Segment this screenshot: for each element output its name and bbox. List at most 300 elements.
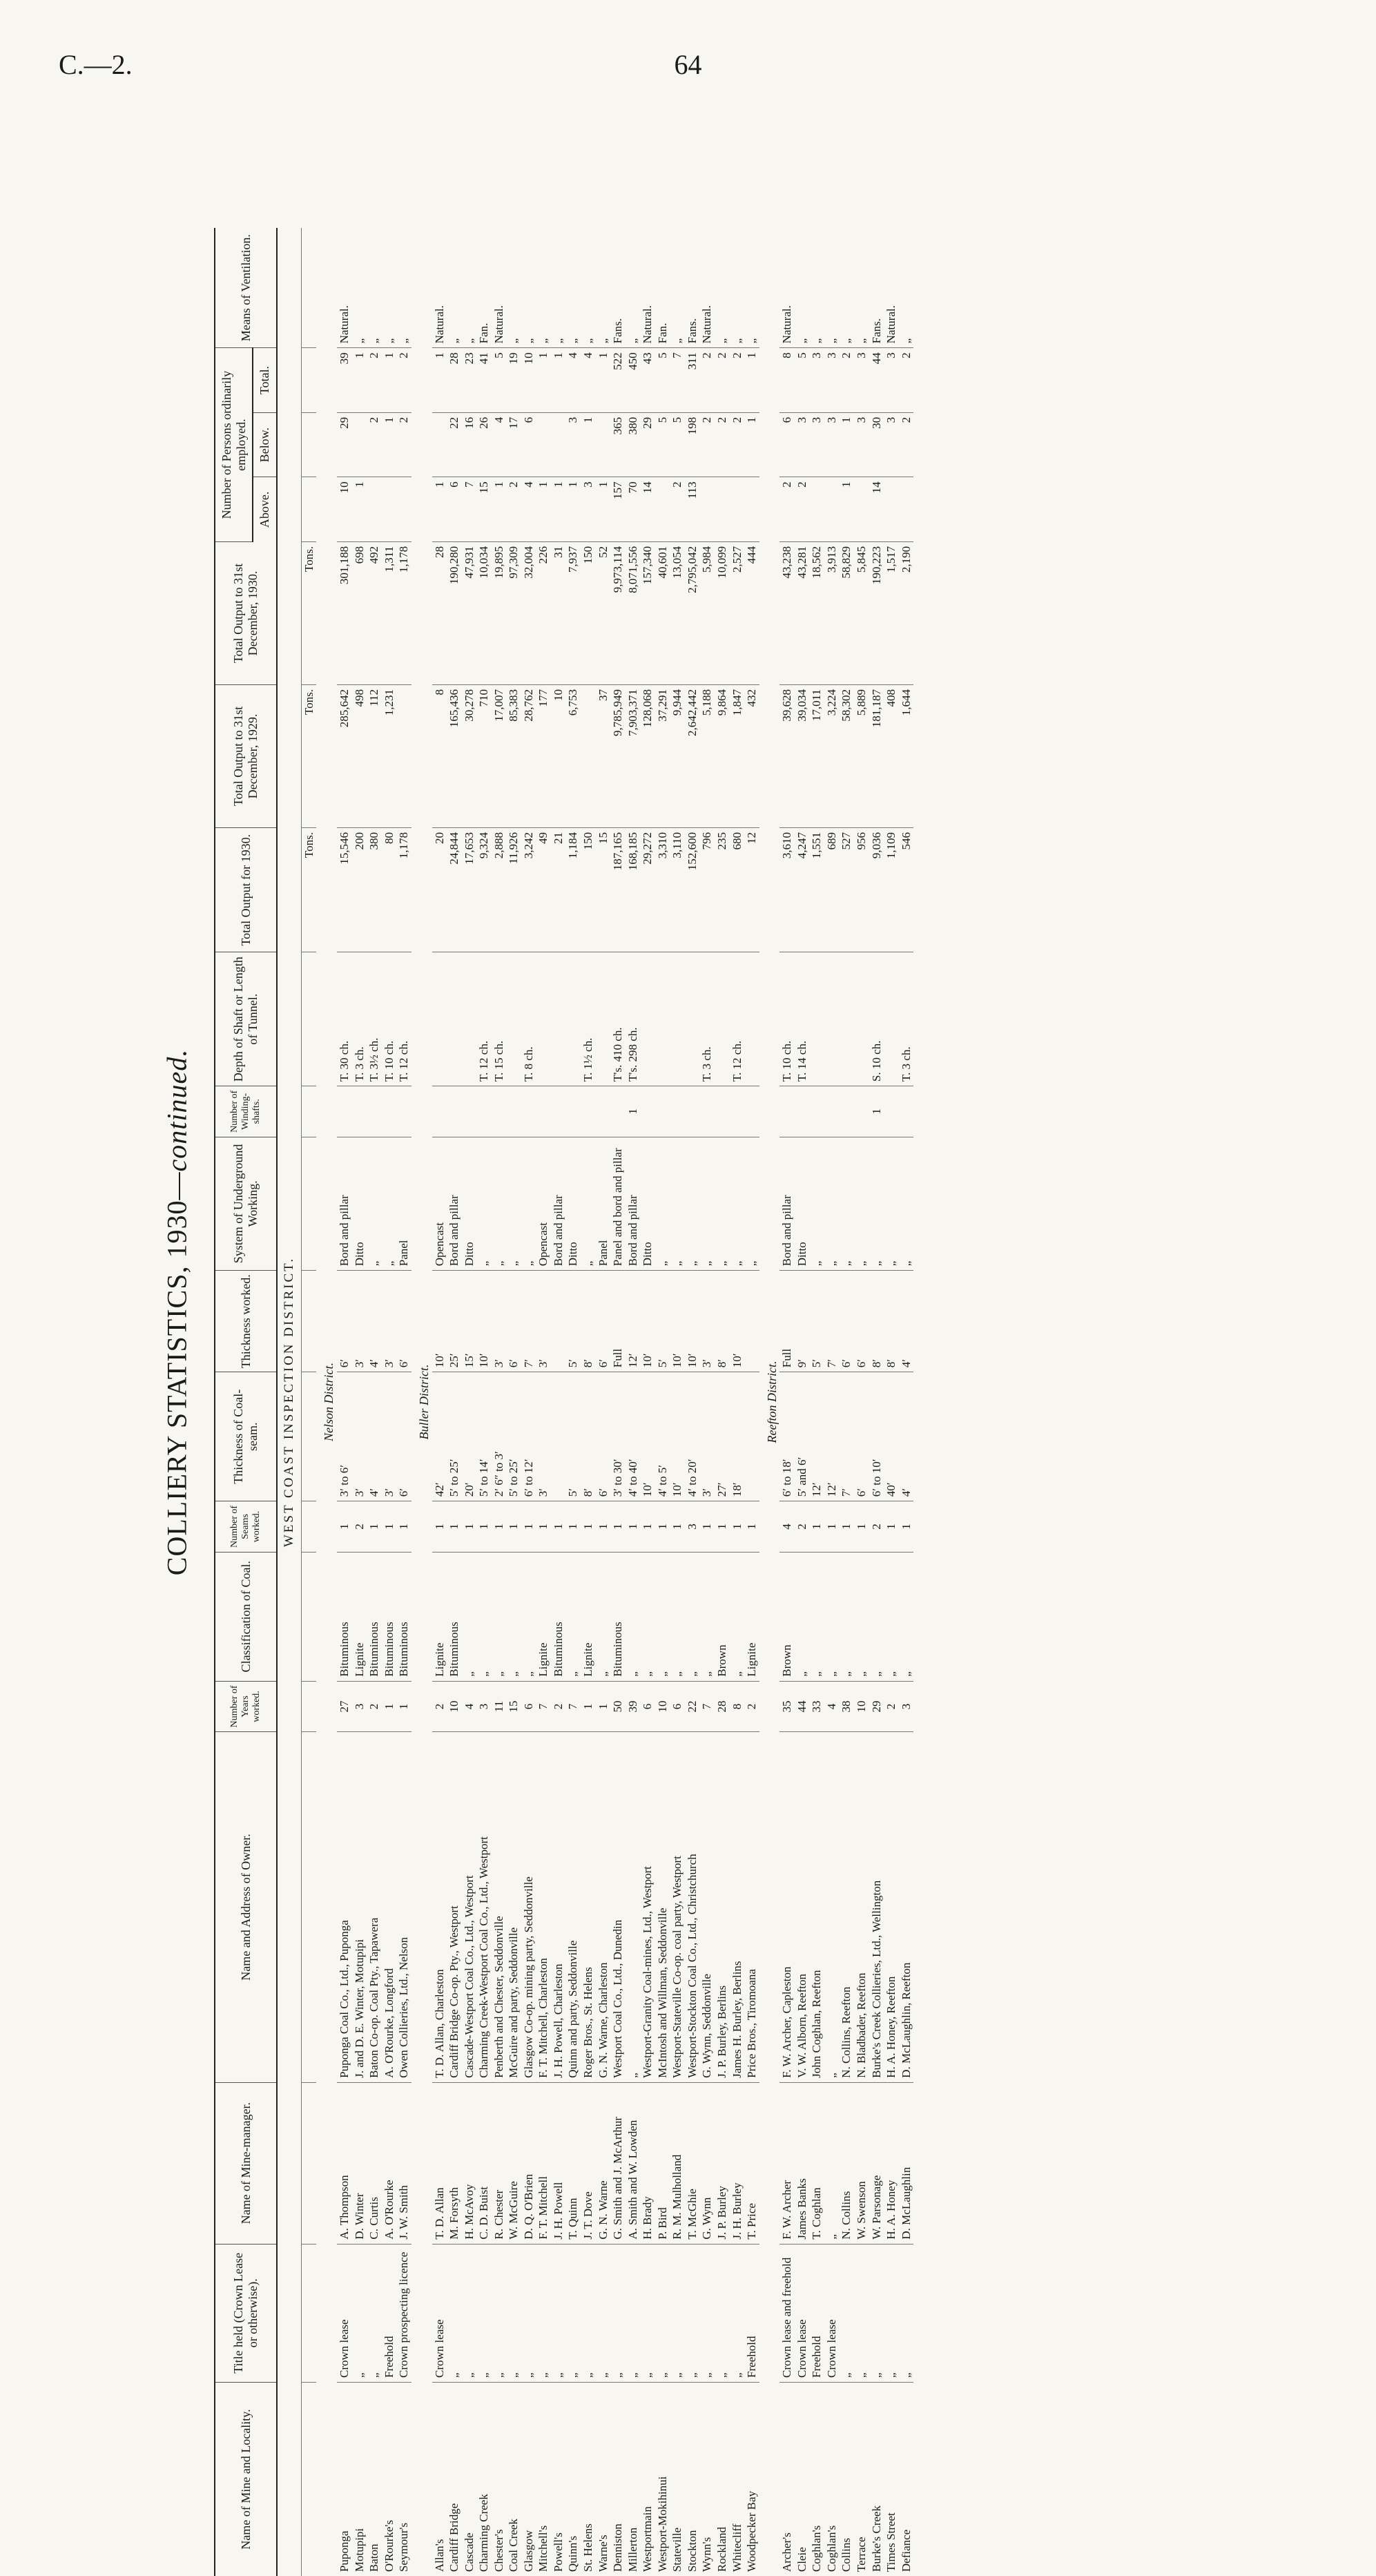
cell-mine: Westport-Mokihinui: [655, 2476, 669, 2572]
table-row: [795, 228, 810, 2576]
cell-o1929: 39,034: [795, 684, 810, 827]
table-row: [730, 228, 745, 2576]
col-total: Total.: [253, 348, 277, 413]
cell-o1929: 128,068: [640, 684, 655, 827]
cell-title: „: [730, 2244, 745, 2382]
cell-cls: „: [730, 1552, 745, 1681]
cell-manager: D. Winter: [352, 2082, 367, 2244]
cell-tw: Full: [610, 1271, 626, 1372]
cell-title: Crown lease: [824, 2244, 840, 2382]
cell-seams: 1: [337, 1501, 352, 1552]
cell-sys: „: [581, 1137, 596, 1271]
cell-cls: „: [824, 1552, 840, 1681]
cell-below: 1: [744, 412, 759, 477]
cell-below: 26: [476, 412, 492, 477]
cell-total: 44: [869, 348, 884, 413]
cell-manager: G. N. Warne: [596, 2082, 611, 2244]
cell-tw: 10′: [730, 1271, 745, 1372]
cell-oto: 157,340: [640, 541, 655, 684]
cell-years: 2: [884, 1681, 899, 1731]
cell-cls: „: [640, 1552, 655, 1681]
table-row: [854, 228, 869, 2576]
cell-oto: 19,895: [492, 541, 507, 684]
cell-above: 4: [521, 477, 536, 542]
cell-wind: [596, 1086, 611, 1137]
cell-seams: 1: [715, 1501, 730, 1552]
cell-wind: [685, 1086, 700, 1137]
cell-years: 38: [839, 1681, 854, 1731]
cell-manager: F. T. Mitchell: [536, 2082, 551, 2244]
cell-o1930: 80: [382, 828, 397, 952]
cell-wind: [565, 1086, 581, 1137]
table-body: [277, 228, 913, 2576]
cell-above: 2: [506, 477, 521, 542]
cell-sys: „: [685, 1137, 700, 1271]
cell-mine: Chester's: [492, 2529, 505, 2572]
cell-o1930: 235: [715, 828, 730, 952]
table-row: [610, 228, 626, 2576]
cell-o1929: [581, 684, 596, 827]
cell-below: 198: [685, 412, 700, 477]
cell-vent: Natural.: [337, 228, 352, 348]
cell-tw: [744, 1271, 759, 1372]
cell-manager: D. McLaughlin: [899, 2082, 914, 2244]
cell-ts: 6′ to 18′: [779, 1372, 795, 1501]
cell-manager: „: [824, 2082, 840, 2244]
cell-above: [730, 477, 745, 542]
cell-wind: [432, 1086, 447, 1137]
cell-sys: Opencast: [536, 1137, 551, 1271]
table-row: [779, 228, 795, 2576]
cell-seams: 1: [396, 1501, 411, 1552]
cell-seams: 3: [685, 1501, 700, 1552]
cell-sys: „: [824, 1137, 840, 1271]
cell-o1929: 9,864: [715, 684, 730, 827]
cell-depth: T. 12 ch.: [396, 952, 411, 1086]
table-row: [367, 228, 382, 2576]
cell-total: 2: [730, 348, 745, 413]
cell-ts: 18′: [730, 1372, 745, 1501]
cell-below: 6: [779, 412, 795, 477]
cell-depth: [462, 952, 477, 1086]
col-winding: Number of Winding-shafts.: [215, 1086, 277, 1137]
cell-above: 1: [492, 477, 507, 542]
district-heading: [411, 228, 432, 2576]
cell-owner: Baton Co-op. Coal Pty., Tapawera: [367, 1732, 382, 2083]
cell-vent: Fans.: [610, 228, 626, 348]
cell-sys: „: [506, 1137, 521, 1271]
cell-o1930: 2,888: [492, 828, 507, 952]
cell-sys: Bord and pillar: [447, 1137, 462, 1271]
cell-wind: [839, 1086, 854, 1137]
cell-depth: T. 12 ch.: [730, 952, 745, 1086]
cell-cls: Lignite: [581, 1552, 596, 1681]
cell-seams: 1: [521, 1501, 536, 1552]
table-row: [476, 228, 492, 2576]
cell-vent: „: [809, 228, 824, 348]
cell-sys: „: [884, 1137, 899, 1271]
cell-below: [352, 412, 367, 477]
col-thickness-seam: Thickness of Coal-seam.: [215, 1372, 277, 1501]
cell-cls: „: [809, 1552, 824, 1681]
cell-wind: [521, 1086, 536, 1137]
cell-cls: „: [596, 1552, 611, 1681]
table-row: [551, 228, 566, 2576]
cell-title: „: [352, 2244, 367, 2382]
cell-below: 3: [824, 412, 840, 477]
cell-seams: 4: [779, 1501, 795, 1552]
units-to-1930: Tons.: [301, 541, 316, 684]
cell-ts: 4′: [367, 1372, 382, 1501]
cell-manager: J. H. Burley: [730, 2082, 745, 2244]
cell-total: 28: [447, 348, 462, 413]
cell-below: 29: [640, 412, 655, 477]
cell-wind: [655, 1086, 670, 1137]
district-name: Reefton District.: [764, 1361, 779, 1443]
cell-owner: H. A. Honey, Reefton: [884, 1732, 899, 2083]
cell-years: 11: [492, 1681, 507, 1731]
cell-total: 3: [824, 348, 840, 413]
cell-years: 8: [730, 1681, 745, 1731]
cell-years: 2: [744, 1681, 759, 1731]
cell-depth: T. 1½ ch.: [581, 952, 596, 1086]
cell-manager: N. Collins: [839, 2082, 854, 2244]
cell-mine: Cardiff Bridge: [447, 2503, 461, 2572]
cell-above: [699, 477, 715, 542]
cell-tw: 4′: [367, 1271, 382, 1372]
cell-depth: [551, 952, 566, 1086]
cell-oto: 190,223: [869, 541, 884, 684]
cell-cls: „: [869, 1552, 884, 1681]
cell-o1929: 17,011: [809, 684, 824, 827]
cell-owner: F. W. Archer, Capleston: [779, 1732, 795, 2083]
cell-title: „: [899, 2244, 914, 2382]
cell-years: 28: [715, 1681, 730, 1731]
cell-o1930: 1,551: [809, 828, 824, 952]
cell-owner: Burke's Creek Collieries, Ltd., Wellington: [869, 1732, 884, 2083]
cell-owner: Westport-Stockton Coal Co., Ltd., Christchurch: [685, 1732, 700, 2083]
cell-manager: J. H. Powell: [551, 2082, 566, 2244]
cell-o1930: 380: [367, 828, 382, 952]
cell-title: „: [492, 2244, 507, 2382]
cell-oto: 698: [352, 541, 367, 684]
cell-o1929: 1,231: [382, 684, 397, 827]
cell-cls: Bituminous: [610, 1552, 626, 1681]
cell-manager: C. D. Buist: [476, 2082, 492, 2244]
cell-o1930: 49: [536, 828, 551, 952]
cell-cls: „: [699, 1552, 715, 1681]
cell-title: „: [565, 2244, 581, 2382]
cell-o1929: 1,847: [730, 684, 745, 827]
cell-oto: 9,973,114: [610, 541, 626, 684]
cell-ts: 10′: [670, 1372, 685, 1501]
cell-oto: 31: [551, 541, 566, 684]
cell-tw: Full: [779, 1271, 795, 1372]
cell-cls: „: [492, 1552, 507, 1681]
cell-vent: „: [462, 228, 477, 348]
col-depth: Depth of Shaft or Length of Tunnel.: [215, 952, 277, 1086]
cell-sys: Ditto: [565, 1137, 581, 1271]
cell-owner: „: [626, 1732, 641, 2083]
cell-sys: „: [730, 1137, 745, 1271]
cell-title: Crown lease: [337, 2244, 352, 2382]
cell-total: 3: [884, 348, 899, 413]
cell-below: 16: [462, 412, 477, 477]
cell-cls: „: [476, 1552, 492, 1681]
cell-seams: 1: [610, 1501, 626, 1552]
page-number: 64: [674, 49, 702, 80]
cell-title: „: [476, 2244, 492, 2382]
cell-manager: T. McGhie: [685, 2082, 700, 2244]
cell-tw: 15′: [462, 1271, 477, 1372]
cell-total: 1: [352, 348, 367, 413]
cell-oto: 3,913: [824, 541, 840, 684]
cell-vent: „: [824, 228, 840, 348]
cell-ts: 3′: [536, 1372, 551, 1501]
cell-wind: [610, 1086, 626, 1137]
inspection-district-banner: WEST COAST INSPECTION DISTRICT.: [277, 228, 301, 2576]
cell-owner: Westport-Stateville Co-op. coal party, Westport: [670, 1732, 685, 2083]
cell-above: 1: [596, 477, 611, 542]
cell-o1929: 5,188: [699, 684, 715, 827]
cell-total: 2: [899, 348, 914, 413]
cell-above: 14: [869, 477, 884, 542]
cell-mine: Coghlan's: [810, 2525, 824, 2572]
cell-above: 7: [462, 477, 477, 542]
cell-wind: [640, 1086, 655, 1137]
cell-seams: 1: [730, 1501, 745, 1552]
cell-vent: „: [536, 228, 551, 348]
cell-o1929: 9,785,949: [610, 684, 626, 827]
cell-seams: 1: [581, 1501, 596, 1552]
cell-title: „: [715, 2244, 730, 2382]
cell-ts: 8′: [581, 1372, 596, 1501]
cell-tw: 10′: [640, 1271, 655, 1372]
cell-wind: [854, 1086, 869, 1137]
cell-sys: „: [382, 1137, 397, 1271]
cell-years: 2: [551, 1681, 566, 1731]
cell-sys: „: [699, 1137, 715, 1271]
cell-above: 1: [551, 477, 566, 542]
cell-seams: 1: [432, 1501, 447, 1552]
cell-cls: Brown: [715, 1552, 730, 1681]
cell-seams: 2: [352, 1501, 367, 1552]
cell-above: [382, 477, 397, 542]
cell-wind: [382, 1086, 397, 1137]
cell-years: 1: [396, 1681, 411, 1731]
cell-below: [432, 412, 447, 477]
cell-years: 4: [462, 1681, 477, 1731]
cell-depth: T. 12 ch.: [476, 952, 492, 1086]
cell-cls: Lignite: [744, 1552, 759, 1681]
cell-total: 5: [795, 348, 810, 413]
cell-owner: John Coghlan, Reefton: [809, 1732, 824, 2083]
cell-vent: „: [506, 228, 521, 348]
cell-depth: [432, 952, 447, 1086]
cell-vent: „: [626, 228, 641, 348]
cell-vent: „: [744, 228, 759, 348]
cell-vent: „: [899, 228, 914, 348]
cell-total: 4: [581, 348, 596, 413]
table-row: [884, 228, 899, 2576]
table-row: [536, 228, 551, 2576]
cell-ts: 6′ to 10′: [869, 1372, 884, 1501]
cell-ts: 5′ to 14′: [476, 1372, 492, 1501]
district-heading: [759, 228, 780, 2576]
cell-sys: Ditto: [640, 1137, 655, 1271]
cell-oto: 2,190: [899, 541, 914, 684]
cell-manager: A. O'Rourke: [382, 2082, 397, 2244]
cell-depth: T. 3 ch.: [352, 952, 367, 1086]
col-system: System of Underground Working.: [215, 1137, 277, 1271]
table-row: [640, 228, 655, 2576]
cell-o1930: 24,844: [447, 828, 462, 952]
cell-below: 30: [869, 412, 884, 477]
cell-oto: 40,601: [655, 541, 670, 684]
cell-vent: „: [352, 228, 367, 348]
cell-o1930: 689: [824, 828, 840, 952]
cell-oto: 43,281: [795, 541, 810, 684]
cell-vent: „: [581, 228, 596, 348]
cell-oto: 2,795,042: [685, 541, 700, 684]
cell-o1930: 3,610: [779, 828, 795, 952]
cell-mine: Warne's: [596, 2535, 610, 2572]
cell-tw: 8′: [884, 1271, 899, 1372]
cell-o1930: 20: [432, 828, 447, 952]
cell-below: 380: [626, 412, 641, 477]
cell-o1929: 5,889: [854, 684, 869, 827]
cell-oto: 43,238: [779, 541, 795, 684]
cell-total: 39: [337, 348, 352, 413]
cell-ts: 6′: [396, 1372, 411, 1501]
district-heading: [316, 228, 337, 2576]
cell-manager: C. Curtis: [367, 2082, 382, 2244]
cell-above: 2: [670, 477, 685, 542]
cell-sys: „: [655, 1137, 670, 1271]
cell-mine: O'Rourke's: [382, 2519, 396, 2572]
cell-manager: M. Forsyth: [447, 2082, 462, 2244]
cell-ts: 3′: [699, 1372, 715, 1501]
cell-oto: 226: [536, 541, 551, 684]
cell-oto: 2,527: [730, 541, 745, 684]
cell-years: 3: [352, 1681, 367, 1731]
cell-above: [655, 477, 670, 542]
cell-ts: 10′: [640, 1372, 655, 1501]
cell-below: 2: [730, 412, 745, 477]
cell-above: [744, 477, 759, 542]
cell-total: 5: [492, 348, 507, 413]
cell-oto: 47,931: [462, 541, 477, 684]
cell-below: 5: [670, 412, 685, 477]
cell-tw: 6′: [506, 1271, 521, 1372]
cell-owner: „: [824, 1732, 840, 2083]
cell-tw: 25′: [447, 1271, 462, 1372]
cell-o1930: 4,247: [795, 828, 810, 952]
cell-o1929: 112: [367, 684, 382, 827]
cell-title: „: [596, 2244, 611, 2382]
cell-below: 1: [581, 412, 596, 477]
cell-tw: 10′: [685, 1271, 700, 1372]
cell-depth: [536, 952, 551, 1086]
cell-above: [715, 477, 730, 542]
cell-mine: Seymour's: [397, 2522, 411, 2572]
cell-depth: T. 10 ch.: [382, 952, 397, 1086]
cell-depth: [565, 952, 581, 1086]
cell-wind: [824, 1086, 840, 1137]
page-code: C.—2.: [59, 49, 133, 80]
cell-seams: 1: [854, 1501, 869, 1552]
cell-ts: 3′: [382, 1372, 397, 1501]
col-output-to-1930: Total Output to 31st December, 1930.: [215, 541, 277, 684]
cell-manager: H. McAvoy: [462, 2082, 477, 2244]
cell-above: 1: [432, 477, 447, 542]
cell-mine: Glasgow: [521, 2530, 535, 2572]
cell-o1929: 1,644: [899, 684, 914, 827]
cell-total: 2: [839, 348, 854, 413]
cell-o1929: 285,642: [337, 684, 352, 827]
cell-below: 4: [492, 412, 507, 477]
cell-vent: Natural.: [432, 228, 447, 348]
cell-title: „: [699, 2244, 715, 2382]
cell-sys: Opencast: [432, 1137, 447, 1271]
cell-total: 2: [699, 348, 715, 413]
cell-cls: „: [795, 1552, 810, 1681]
cell-mine: Defiance: [899, 2529, 913, 2572]
cell-ts: 6′ to 12′: [521, 1372, 536, 1501]
cell-owner: Roger Bros., St. Helens: [581, 1732, 596, 2083]
cell-owner: Price Bros., Tiromoana: [744, 1732, 759, 2083]
cell-manager: G. Smith and J. McArthur: [610, 2082, 626, 2244]
cell-depth: T. 30 ch.: [337, 952, 352, 1086]
cell-wind: [899, 1086, 914, 1137]
cell-o1930: 1,178: [396, 828, 411, 952]
table-row: [432, 228, 447, 2576]
table-row: [699, 228, 715, 2576]
cell-wind: [447, 1086, 462, 1137]
cell-total: 1: [536, 348, 551, 413]
cell-mine: Burke's Creek: [869, 2505, 883, 2572]
cell-above: 10: [337, 477, 352, 542]
cell-below: 2: [367, 412, 382, 477]
cell-o1930: 168,185: [626, 828, 641, 952]
cell-vent: „: [795, 228, 810, 348]
table-row: [899, 228, 914, 2576]
cell-years: 1: [596, 1681, 611, 1731]
cell-o1929: 28,762: [521, 684, 536, 827]
cell-cls: „: [521, 1552, 536, 1681]
cell-cls: Lignite: [536, 1552, 551, 1681]
cell-seams: 1: [626, 1501, 641, 1552]
cell-oto: 18,562: [809, 541, 824, 684]
cell-cls: „: [854, 1552, 869, 1681]
cell-years: 27: [337, 1681, 352, 1731]
cell-above: 2: [795, 477, 810, 542]
cell-wind: [492, 1086, 507, 1137]
cell-o1930: 3,242: [521, 828, 536, 952]
cell-title: Crown lease and freehold: [779, 2244, 795, 2382]
cell-years: 50: [610, 1681, 626, 1731]
table-row: [492, 228, 507, 2576]
cell-depth: T. 14 ch.: [795, 952, 810, 1086]
cell-o1930: 3,110: [670, 828, 685, 952]
cell-depth: [854, 952, 869, 1086]
cell-oto: 13,054: [670, 541, 685, 684]
cell-above: 1: [536, 477, 551, 542]
cell-cls: „: [685, 1552, 700, 1681]
cell-depth: T. 8 ch.: [521, 952, 536, 1086]
table-row: [809, 228, 824, 2576]
cell-o1930: 11,926: [506, 828, 521, 952]
